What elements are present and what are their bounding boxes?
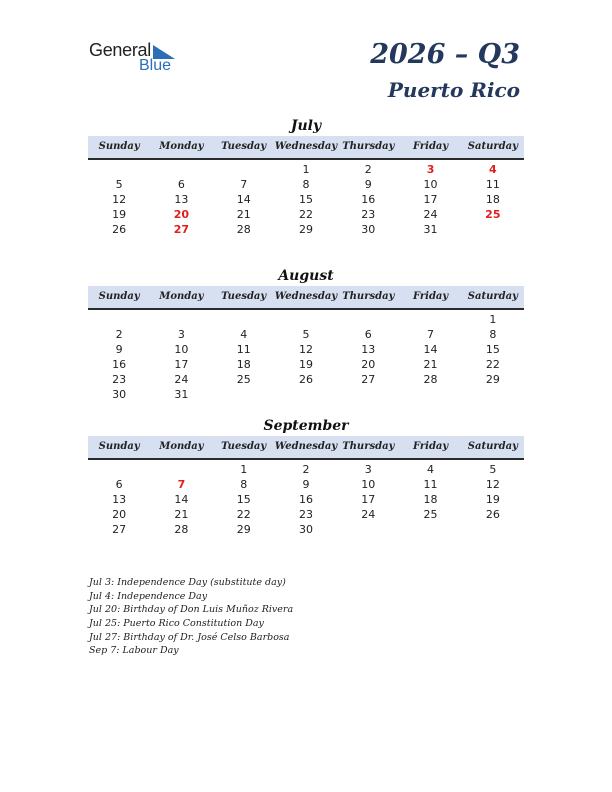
day-cell: 21 bbox=[174, 508, 189, 521]
day-cell: 23 bbox=[361, 208, 376, 221]
day-cell: 27 bbox=[361, 373, 376, 386]
weekday-friday: Friday bbox=[412, 291, 449, 302]
holiday-note: Jul 20: Birthday of Don Luis Muñoz Rivera bbox=[89, 604, 294, 616]
weekday-saturday: Saturday bbox=[467, 291, 518, 302]
day-cell: 6 bbox=[364, 328, 372, 341]
weekday-thursday: Thursday bbox=[342, 291, 395, 302]
day-cell: 9 bbox=[115, 343, 123, 356]
empty-day-cell bbox=[337, 312, 399, 327]
day-cell: 18 bbox=[485, 193, 500, 206]
day-cell: 3 bbox=[177, 328, 185, 341]
holiday-notes bbox=[89, 576, 293, 658]
weekday-sunday: Sunday bbox=[98, 441, 140, 452]
month-july bbox=[88, 116, 524, 237]
day-cell: 18 bbox=[423, 493, 438, 506]
day-cell: 11 bbox=[236, 343, 251, 356]
day-cell: 26 bbox=[298, 373, 313, 386]
weekday-monday: Monday bbox=[159, 441, 204, 452]
day-cell: 13 bbox=[112, 493, 127, 506]
day-cell: 28 bbox=[236, 223, 251, 236]
country-title: Puerto Rico bbox=[387, 78, 520, 102]
empty-day-cell bbox=[150, 162, 212, 177]
day-cell: 3 bbox=[426, 163, 435, 176]
day-cell: 12 bbox=[298, 343, 313, 356]
day-cell: 21 bbox=[236, 208, 251, 221]
logo-text-general: General bbox=[89, 40, 151, 60]
month-name: August bbox=[278, 268, 334, 284]
holiday-note: Sep 7: Labour Day bbox=[89, 645, 179, 657]
quarter-title: 2026 – Q3 bbox=[370, 39, 520, 70]
day-cell: 2 bbox=[115, 328, 123, 341]
empty-day-cell bbox=[150, 462, 212, 477]
day-cell: 7 bbox=[427, 328, 435, 341]
day-cell: 19 bbox=[112, 208, 127, 221]
weekday-header bbox=[88, 286, 524, 310]
day-cell: 15 bbox=[485, 343, 500, 356]
day-cell: 28 bbox=[174, 523, 189, 536]
day-cell: 8 bbox=[489, 328, 497, 341]
day-cell: 1 bbox=[240, 463, 248, 476]
day-cell: 31 bbox=[174, 388, 189, 401]
day-cell: 9 bbox=[364, 178, 372, 191]
weekday-saturday: Saturday bbox=[467, 441, 518, 452]
weekday-wednesday: Wednesday bbox=[274, 291, 338, 302]
day-cell: 7 bbox=[240, 178, 248, 191]
day-cell: 20 bbox=[361, 358, 376, 371]
day-cell: 22 bbox=[485, 358, 500, 371]
weekday-thursday: Thursday bbox=[342, 441, 395, 452]
day-cell: 22 bbox=[236, 508, 251, 521]
day-cell: 6 bbox=[177, 178, 185, 191]
empty-day-cell bbox=[88, 312, 150, 327]
day-cell: 10 bbox=[361, 478, 376, 491]
day-cell: 27 bbox=[173, 223, 190, 236]
day-cell: 3 bbox=[364, 463, 372, 476]
day-cell: 23 bbox=[112, 373, 127, 386]
page-title bbox=[370, 38, 520, 104]
empty-day-cell bbox=[213, 162, 275, 177]
day-cell: 16 bbox=[361, 193, 376, 206]
day-cell: 24 bbox=[361, 508, 376, 521]
day-cell: 2 bbox=[364, 163, 372, 176]
empty-day-cell bbox=[275, 312, 337, 327]
weekday-friday: Friday bbox=[412, 441, 449, 452]
day-cell: 1 bbox=[302, 163, 310, 176]
day-cell: 13 bbox=[174, 193, 189, 206]
day-cell: 26 bbox=[485, 508, 500, 521]
day-cell: 6 bbox=[115, 478, 123, 491]
day-cell: 5 bbox=[302, 328, 310, 341]
day-cell: 15 bbox=[298, 193, 313, 206]
day-cell: 14 bbox=[236, 193, 251, 206]
month-name: September bbox=[263, 418, 349, 434]
day-cell: 5 bbox=[489, 463, 497, 476]
holiday-note: Jul 27: Birthday of Dr. José Celso Barbosa bbox=[89, 631, 290, 643]
day-cell: 1 bbox=[489, 313, 497, 326]
month-september bbox=[88, 416, 524, 537]
day-cell: 31 bbox=[423, 223, 438, 236]
weekday-tuesday: Tuesday bbox=[221, 441, 267, 452]
day-cell: 10 bbox=[174, 343, 189, 356]
weekday-friday: Friday bbox=[412, 141, 449, 152]
weekday-sunday: Sunday bbox=[98, 141, 140, 152]
empty-day-cell bbox=[213, 312, 275, 327]
day-cell: 17 bbox=[174, 358, 189, 371]
day-cell: 24 bbox=[174, 373, 189, 386]
day-cell: 25 bbox=[485, 208, 501, 221]
day-cell: 22 bbox=[298, 208, 313, 221]
day-cell: 14 bbox=[174, 493, 189, 506]
day-grid bbox=[88, 312, 524, 402]
holiday-note: Jul 4: Independence Day bbox=[89, 590, 208, 602]
weekday-wednesday: Wednesday bbox=[274, 441, 338, 452]
day-cell: 9 bbox=[302, 478, 310, 491]
day-cell: 24 bbox=[423, 208, 438, 221]
day-cell: 17 bbox=[361, 493, 376, 506]
weekday-wednesday: Wednesday bbox=[274, 141, 338, 152]
day-cell: 12 bbox=[485, 478, 500, 491]
month-august bbox=[88, 266, 524, 402]
logo-text-blue: Blue bbox=[139, 57, 172, 74]
day-cell: 20 bbox=[173, 208, 190, 221]
day-cell: 11 bbox=[485, 178, 500, 191]
day-cell: 19 bbox=[485, 493, 500, 506]
day-cell: 17 bbox=[423, 193, 438, 206]
holiday-note: Jul 25: Puerto Rico Constitution Day bbox=[89, 618, 264, 630]
day-cell: 7 bbox=[177, 478, 186, 491]
day-cell: 4 bbox=[489, 163, 497, 176]
day-cell: 2 bbox=[302, 463, 310, 476]
day-cell: 27 bbox=[112, 523, 127, 536]
empty-day-cell bbox=[399, 312, 461, 327]
day-cell: 16 bbox=[298, 493, 313, 506]
empty-day-cell bbox=[88, 462, 150, 477]
day-cell: 4 bbox=[240, 328, 248, 341]
weekday-tuesday: Tuesday bbox=[221, 141, 267, 152]
day-cell: 25 bbox=[236, 373, 251, 386]
weekday-monday: Monday bbox=[159, 291, 204, 302]
month-name: July bbox=[290, 118, 322, 134]
day-cell: 29 bbox=[298, 223, 313, 236]
weekday-header bbox=[88, 436, 524, 460]
day-cell: 21 bbox=[423, 358, 438, 371]
day-cell: 5 bbox=[115, 178, 123, 191]
day-grid bbox=[88, 462, 524, 537]
weekday-thursday: Thursday bbox=[342, 141, 395, 152]
day-cell: 15 bbox=[236, 493, 251, 506]
day-cell: 11 bbox=[423, 478, 438, 491]
weekday-sunday: Sunday bbox=[98, 291, 140, 302]
day-cell: 16 bbox=[112, 358, 127, 371]
day-cell: 29 bbox=[485, 373, 500, 386]
day-cell: 28 bbox=[423, 373, 438, 386]
day-cell: 30 bbox=[112, 388, 127, 401]
day-cell: 14 bbox=[423, 343, 438, 356]
day-grid bbox=[88, 162, 524, 237]
day-cell: 8 bbox=[302, 178, 310, 191]
day-cell: 20 bbox=[112, 508, 127, 521]
day-cell: 19 bbox=[298, 358, 313, 371]
day-cell: 12 bbox=[112, 193, 127, 206]
day-cell: 8 bbox=[240, 478, 248, 491]
day-cell: 25 bbox=[423, 508, 438, 521]
weekday-saturday: Saturday bbox=[467, 141, 518, 152]
day-cell: 30 bbox=[298, 523, 313, 536]
day-cell: 30 bbox=[361, 223, 376, 236]
day-cell: 26 bbox=[112, 223, 127, 236]
holiday-note: Jul 3: Independence Day (substitute day) bbox=[89, 577, 286, 588]
day-cell: 13 bbox=[361, 343, 376, 356]
day-cell: 10 bbox=[423, 178, 438, 191]
weekday-header bbox=[88, 136, 524, 160]
empty-day-cell bbox=[150, 312, 212, 327]
weekday-tuesday: Tuesday bbox=[221, 291, 267, 302]
day-cell: 18 bbox=[236, 358, 251, 371]
day-cell: 4 bbox=[427, 463, 435, 476]
empty-day-cell bbox=[88, 162, 150, 177]
day-cell: 29 bbox=[236, 523, 251, 536]
weekday-monday: Monday bbox=[159, 141, 204, 152]
day-cell: 23 bbox=[298, 508, 313, 521]
logo bbox=[89, 40, 189, 76]
